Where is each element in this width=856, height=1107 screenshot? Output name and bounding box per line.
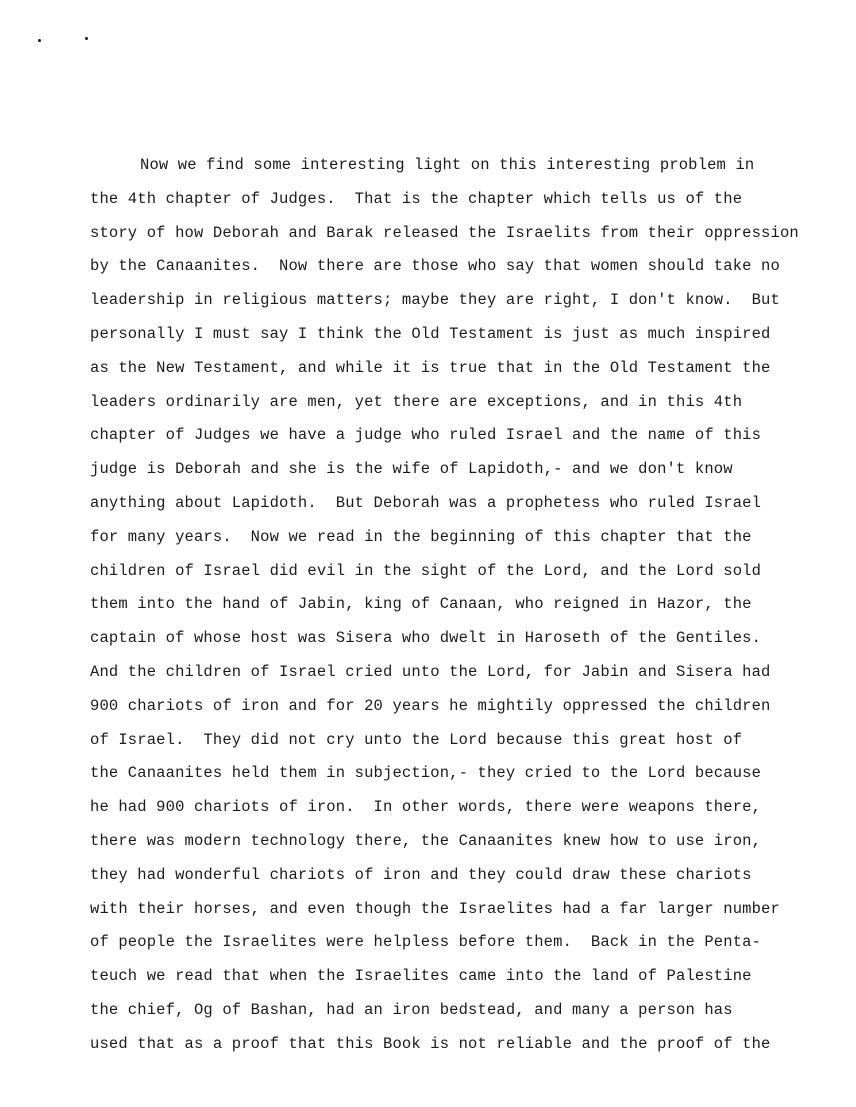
punch-mark (38, 39, 41, 42)
text-line: the chief, Og of Bashan, had an iron bedstead, and many a person has (90, 1000, 733, 1019)
text-line: chapter of Judges we have a judge who ruled Israel and the name of this (90, 426, 762, 445)
body-text (90, 149, 850, 1062)
text-line: as the New Testament, and while it is true that in the Old Testament the (90, 358, 771, 377)
text-line: personally I must say I think the Old Testament is just as much inspired (90, 324, 771, 343)
text-line: there was modern technology there, the Canaanites knew how to use iron, (90, 831, 762, 850)
text-line: used that as a proof that this Book is not reliable and the proof of the (90, 1034, 771, 1053)
text-line: teuch we read that when the Israelites came into the land of Palestine (90, 967, 752, 986)
text-line: story of how Deborah and Barak released the Israelits from their oppression (90, 223, 799, 242)
text-line: the 4th chapter of Judges. That is the chapter which tells us of the (90, 189, 743, 208)
punch-mark (85, 37, 88, 40)
text-line: of people the Israelites were helpless before them. Back in the Penta- (90, 933, 762, 952)
text-line: they had wonderful chariots of iron and they could draw these chariots (90, 865, 752, 884)
text-line: them into the hand of Jabin, king of Canaan, who reigned in Hazor, the (90, 595, 752, 614)
text-line: for many years. Now we read in the beginning of this chapter that the (90, 527, 752, 546)
text-line: leaders ordinarily are men, yet there are exceptions, and in this 4th (90, 392, 743, 411)
text-line: captain of whose host was Sisera who dwelt in Haroseth of the Gentiles. (90, 629, 762, 648)
text-line: 900 chariots of iron and for 20 years he mightily oppressed the children (90, 696, 771, 715)
text-line: with their horses, and even though the Israelites had a far larger number (90, 899, 780, 918)
text-line: judge is Deborah and she is the wife of Lapidoth,- and we don't know (90, 460, 733, 479)
text-line: by the Canaanites. Now there are those who say that women should take no (90, 257, 780, 276)
text-line: children of Israel did evil in the sight of the Lord, and the Lord sold (90, 561, 762, 580)
text-line: he had 900 chariots of iron. In other words, there were weapons there, (90, 798, 762, 817)
text-line: of Israel. They did not cry unto the Lord because this great host of (90, 730, 743, 749)
text-line: anything about Lapidoth. But Deborah was a prophetess who ruled Israel (90, 493, 762, 512)
text-line: the Canaanites held them in subjection,- they cried to the Lord because (90, 764, 762, 783)
text-line: leadership in religious matters; maybe they are right, I don't know. But (90, 291, 780, 310)
text-line: And the children of Israel cried unto the Lord, for Jabin and Sisera had (90, 662, 771, 681)
text-line: Now we find some interesting light on this interesting problem in (140, 156, 755, 174)
